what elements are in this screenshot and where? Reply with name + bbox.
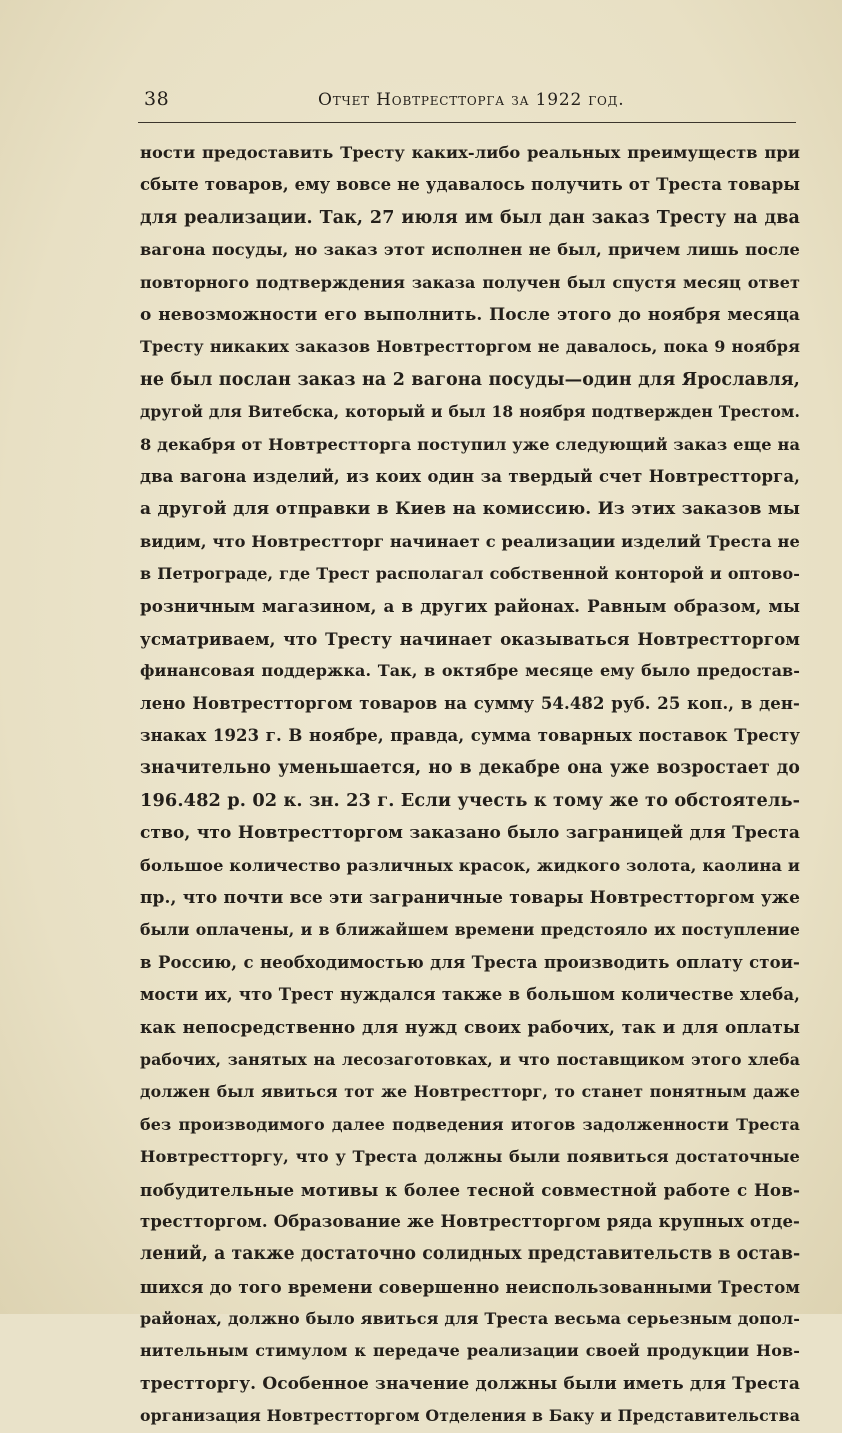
page-header [138, 88, 798, 118]
text-line: усматриваем, что Тресту начинает оказываться Новтрестторгом [140, 628, 800, 649]
text-line: ство, что Новтрестторгом заказано было заграницей для Треста [140, 823, 800, 844]
text-line: розничным магазином, а в других районах. Равным образом, мы [140, 596, 800, 617]
text-line: рабочих, занятых на лесозаготовках, и что поставщиком этого хлеба [140, 1049, 800, 1069]
text-line: побудительные мотивы к более тесной совместной работе с Нов- [140, 1179, 800, 1200]
text-line: Новтрестторгу, что у Треста должны были появиться достаточные [140, 1147, 800, 1167]
text-line: Тресту никаких заказов Новтрестторгом не давалось, пока 9 ноября [140, 337, 800, 357]
text-line: в Россию, с необходимостью для Треста производить оплату стои- [140, 952, 800, 972]
text-line: организация Новтрестторгом Отделения в Баку и Представительства [140, 1406, 800, 1426]
text-line: районах, должно было явиться для Треста весьма серьезным допол- [140, 1309, 800, 1329]
text-line: о невозможности его выполнить. После этого до ноября месяца [140, 304, 800, 325]
text-line: пр., что почти все эти заграничные товары Новтрестторгом уже [140, 887, 800, 908]
text-line: а другой для отправки в Киев на комиссию. Из этих заказов мы [140, 499, 800, 520]
text-line: другой для Витебска, который и был 18 ноября подтвержден Трестом. [140, 402, 800, 422]
text-line: для реализации. Так, 27 июля им был дан заказ Тресту на два [140, 207, 800, 228]
text-line: 8 декабря от Новтрестторга поступил уже следующий заказ еще на [140, 434, 801, 454]
text-line: мости их, что Трест нуждался также в большом количестве хлеба, [140, 985, 800, 1005]
text-line: без производимого далее подведения итогов задолженности Треста [140, 1114, 800, 1134]
text-line: трестторгом. Образование же Новтрестторгом ряда крупных отде- [140, 1211, 800, 1231]
text-line: вагона посуды, но заказ этот исполнен не был, причем лишь после [140, 240, 800, 260]
text-line: были оплачены, и в ближайшем времени предстояло их поступление [140, 920, 800, 940]
page-number: 38 [144, 88, 170, 110]
text-line: 196.482 р. 02 к. зн. 23 г. Если учесть к тому же то обстоятель- [140, 789, 801, 811]
text-line: как непосредственно для нужд своих рабочих, так и для оплаты [140, 1017, 800, 1038]
text-line: два вагона изделий, из коих один за твердый счет Новтрестторга, [140, 466, 800, 486]
running-title: Отчет Новтрестторга за 1922 год. [318, 90, 625, 110]
text-line: финансовая поддержка. Так, в октябре месяце ему было предостав- [140, 661, 800, 681]
text-line: сбыте товаров, ему вовсе не удавалось получить от Треста товары [140, 175, 800, 195]
text-line: большое количество различных красок, жидкого золота, каолина и [140, 855, 800, 875]
text-line: ности предоставить Тресту каких-либо реальных преимуществ при [140, 143, 800, 162]
text-line: знаках 1923 г. В ноябре, правда, сумма товарных поставок Тресту [140, 726, 800, 746]
body-text [140, 137, 800, 1433]
text-line: нительным стимулом к передаче реализации своей продукции Нов- [140, 1341, 800, 1361]
text-line: лено Новтрестторгом товаров на сумму 54.482 руб. 25 коп., в ден- [140, 693, 800, 713]
text-line: повторного подтверждения заказа получен был спустя месяц ответ [140, 272, 800, 292]
text-line: лений, а также достаточно солидных представительств в остав- [140, 1244, 801, 1265]
text-line: в Петрограде, где Трест располагал собственной конторой и оптово- [140, 564, 800, 584]
text-line: значительно уменьшается, но в декабре она уже возростает до [140, 758, 800, 779]
text-line: не был послан заказ на 2 вагона посуды—один для Ярославля, [140, 369, 800, 390]
text-line: видим, что Новтрестторг начинает с реализации изделий Треста не [140, 531, 800, 551]
text-line: трестторгу. Особенное значение должны были иметь для Треста [140, 1373, 800, 1394]
text-line: шихся до того времени совершенно неиспользованными Трестом [140, 1276, 800, 1297]
text-line: должен был явиться тот же Новтрестторг, то станет понятным даже [140, 1082, 800, 1102]
header-rule [138, 122, 796, 123]
